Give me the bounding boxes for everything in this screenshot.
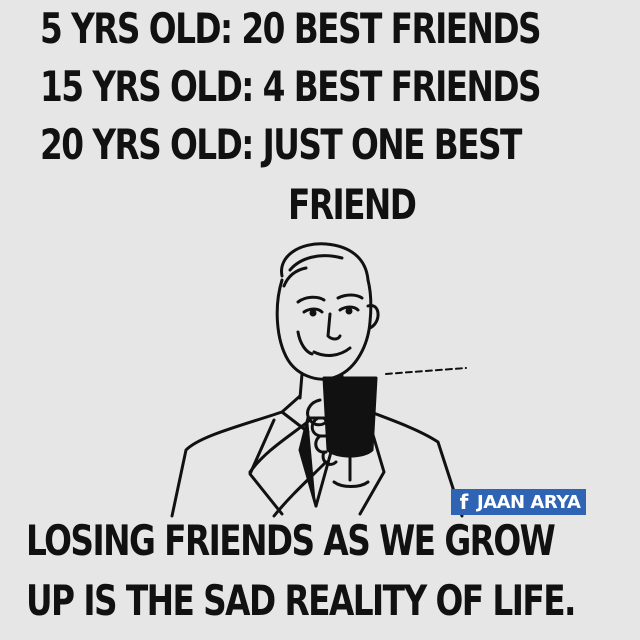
- caption-line-2: 15 YRS OLD: 4 BEST FRIENDS: [40, 62, 541, 111]
- caption-line-4: FRIEND: [288, 180, 416, 229]
- caption-line-3: 20 YRS OLD: JUST ONE BEST: [40, 120, 521, 169]
- caption-line-1: 5 YRS OLD: 20 BEST FRIENDS: [40, 4, 541, 53]
- badge-text: JAAN ARYA: [477, 491, 581, 513]
- facebook-badge[interactable]: [451, 489, 586, 515]
- caption-line-5: LOSING FRIENDS AS WE GROW: [26, 516, 555, 565]
- caption-line-6: UP IS THE SAD REALITY OF LIFE.: [26, 576, 575, 625]
- facebook-icon: f: [459, 490, 469, 514]
- man-raising-glass-illustration: [170, 236, 470, 518]
